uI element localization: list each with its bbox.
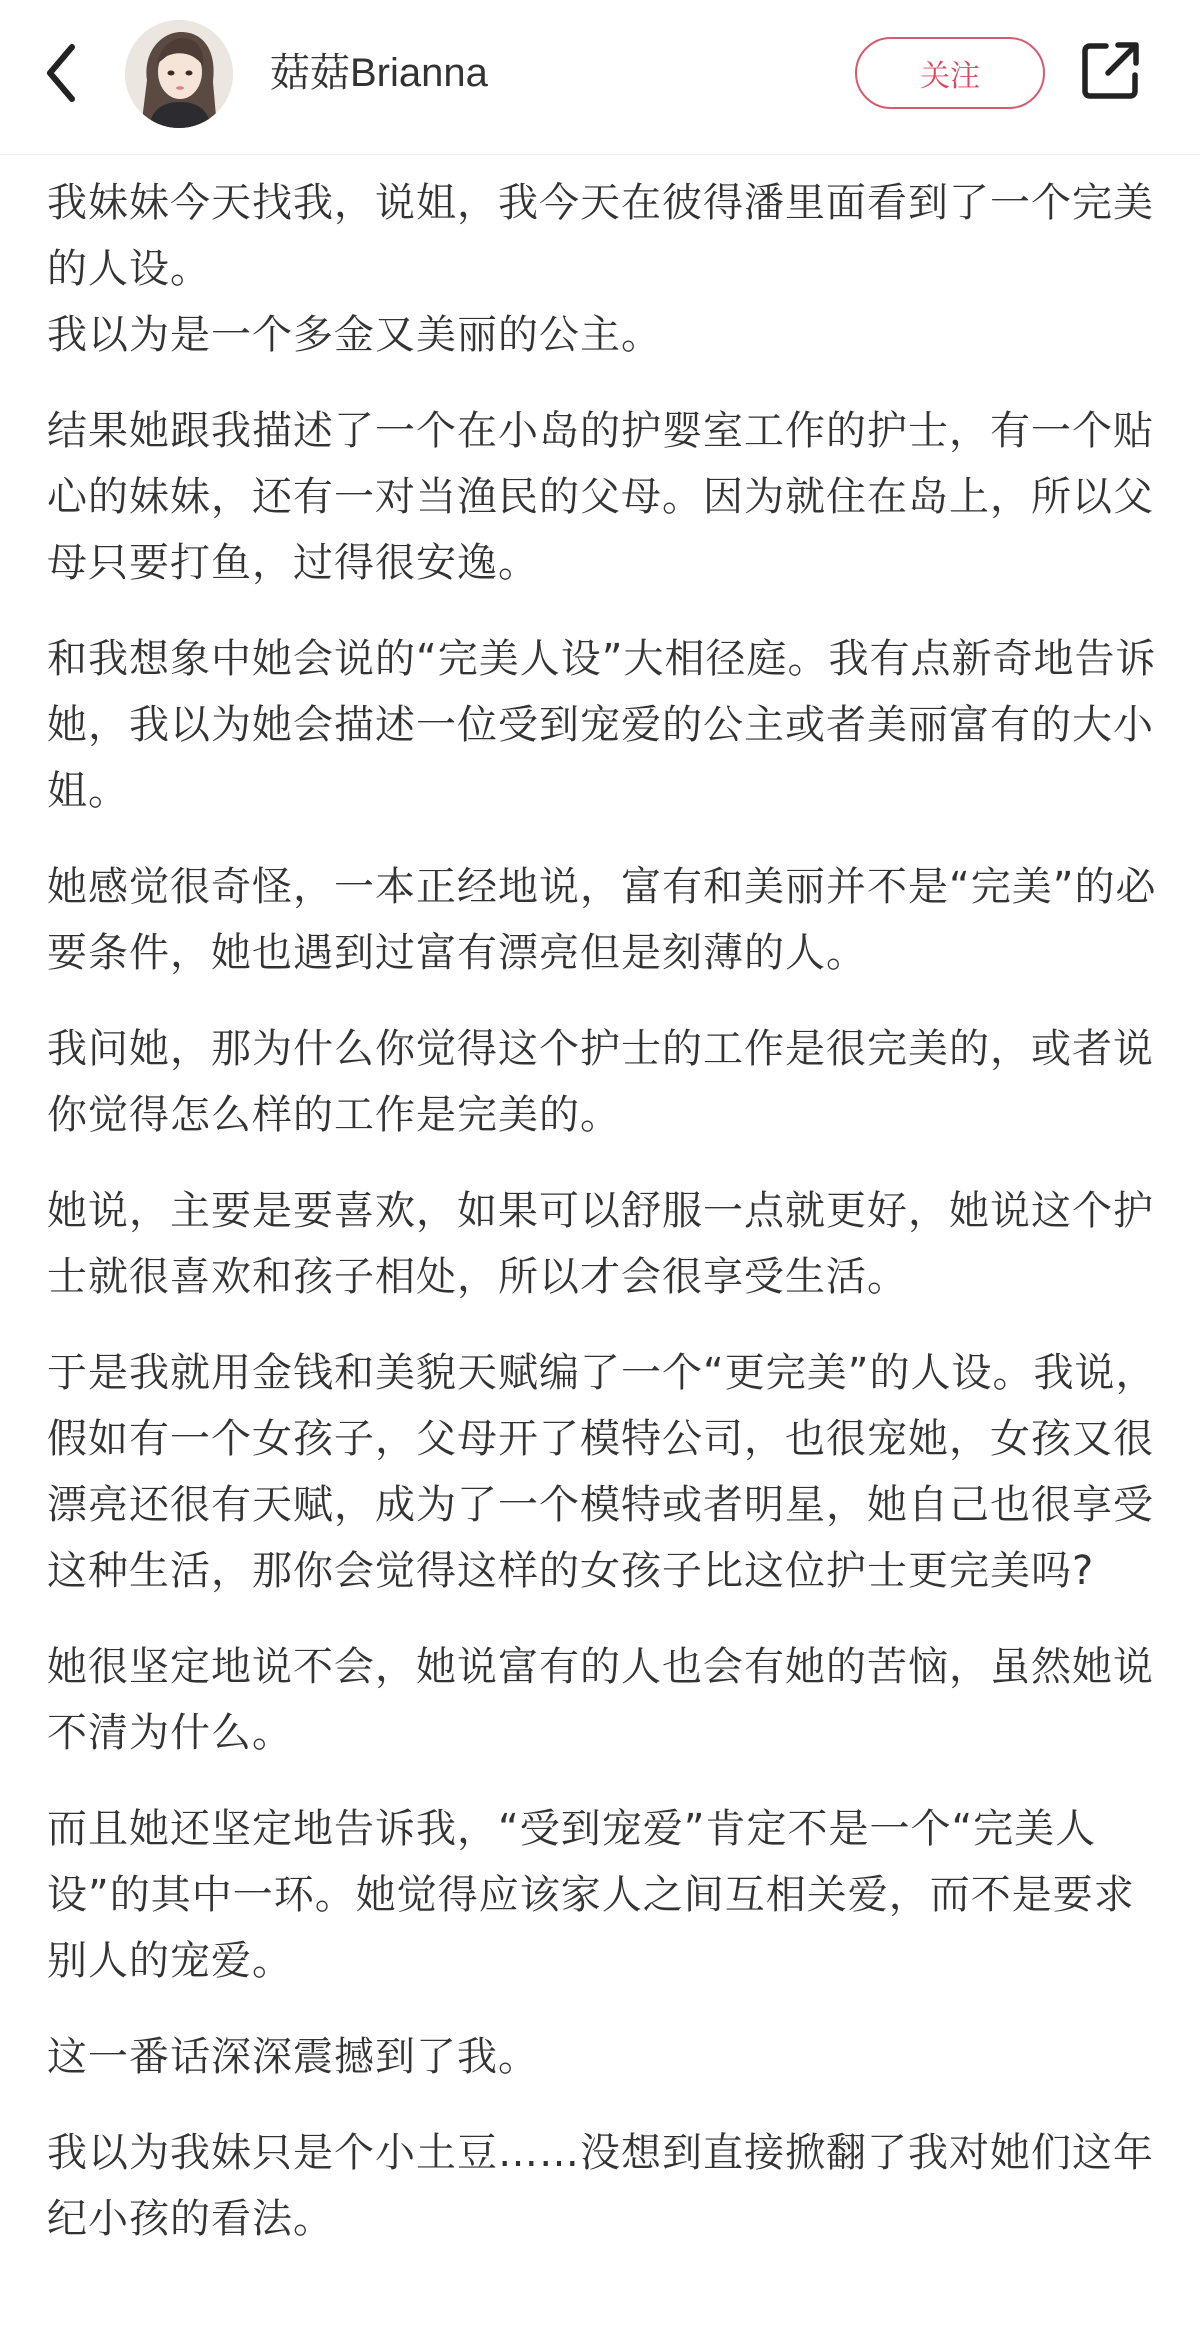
paragraph: 而且她还坚定地告诉我，“受到宠爱”肯定不是一个“完美人设”的其中一环。她觉得应该家人之间互相关爱，而不是要求别人的宠爱。 xyxy=(47,1806,1135,1984)
paragraph: 于是我就用金钱和美貌天赋编了一个“更完美”的人设。我说，假如有一个女孩子，父母开了模特公司，也很宠她，女孩又很漂亮还很有天赋，成为了一个模特或者明星，她自己也很享受这种生活，那你会觉得这样的女孩子比这位护士更完美吗? xyxy=(47,1350,1157,1594)
paragraph: 这一番话深深震撼到了我。 xyxy=(47,2034,539,2080)
paragraph: 她说，主要是要喜欢，如果可以舒服一点就更好，她说这个护士就很喜欢和孩子相处，所以才会很享受生活。 xyxy=(47,1188,1154,1300)
back-button[interactable] xyxy=(36,38,86,108)
avatar-image xyxy=(125,20,233,128)
share-icon xyxy=(1080,40,1142,102)
post-body xyxy=(47,170,1157,2282)
paragraph: 我妹妹今天找我，说姐，我今天在彼得潘里面看到了一个完美的人设。 我以为是一个多金又美丽的公主。 xyxy=(47,180,1154,358)
paragraph: 我以为我妹只是个小土豆……没想到直接掀翻了我对她们这年纪小孩的看法。 xyxy=(47,2130,1154,2242)
chevron-left-icon xyxy=(44,43,78,103)
paragraph: 结果她跟我描述了一个在小岛的护婴室工作的护士，有一个贴心的妹妹，还有一对当渔民的父母。因为就住在岛上，所以父母只要打鱼，过得很安逸。 xyxy=(47,408,1154,586)
top-bar xyxy=(0,0,1200,155)
paragraph: 我问她，那为什么你觉得这个护士的工作是很完美的，或者说你觉得怎么样的工作是完美的。 xyxy=(47,1026,1154,1138)
paragraph: 她很坚定地说不会，她说富有的人也会有她的苦恼，虽然她说不清为什么。 xyxy=(47,1644,1154,1756)
paragraph: 她感觉很奇怪，一本正经地说，富有和美丽并不是“完美”的必要条件，她也遇到过富有漂亮但是刻薄的人。 xyxy=(47,864,1157,976)
paragraph: 和我想象中她会说的“完美人设”大相径庭。我有点新奇地告诉她，我以为她会描述一位受到宠爱的公主或者美丽富有的大小姐。 xyxy=(47,636,1157,814)
share-button[interactable] xyxy=(1080,40,1142,102)
avatar[interactable] xyxy=(125,20,233,128)
follow-button[interactable]: 关注 xyxy=(855,37,1045,109)
username[interactable]: 菇菇Brianna xyxy=(270,51,488,95)
